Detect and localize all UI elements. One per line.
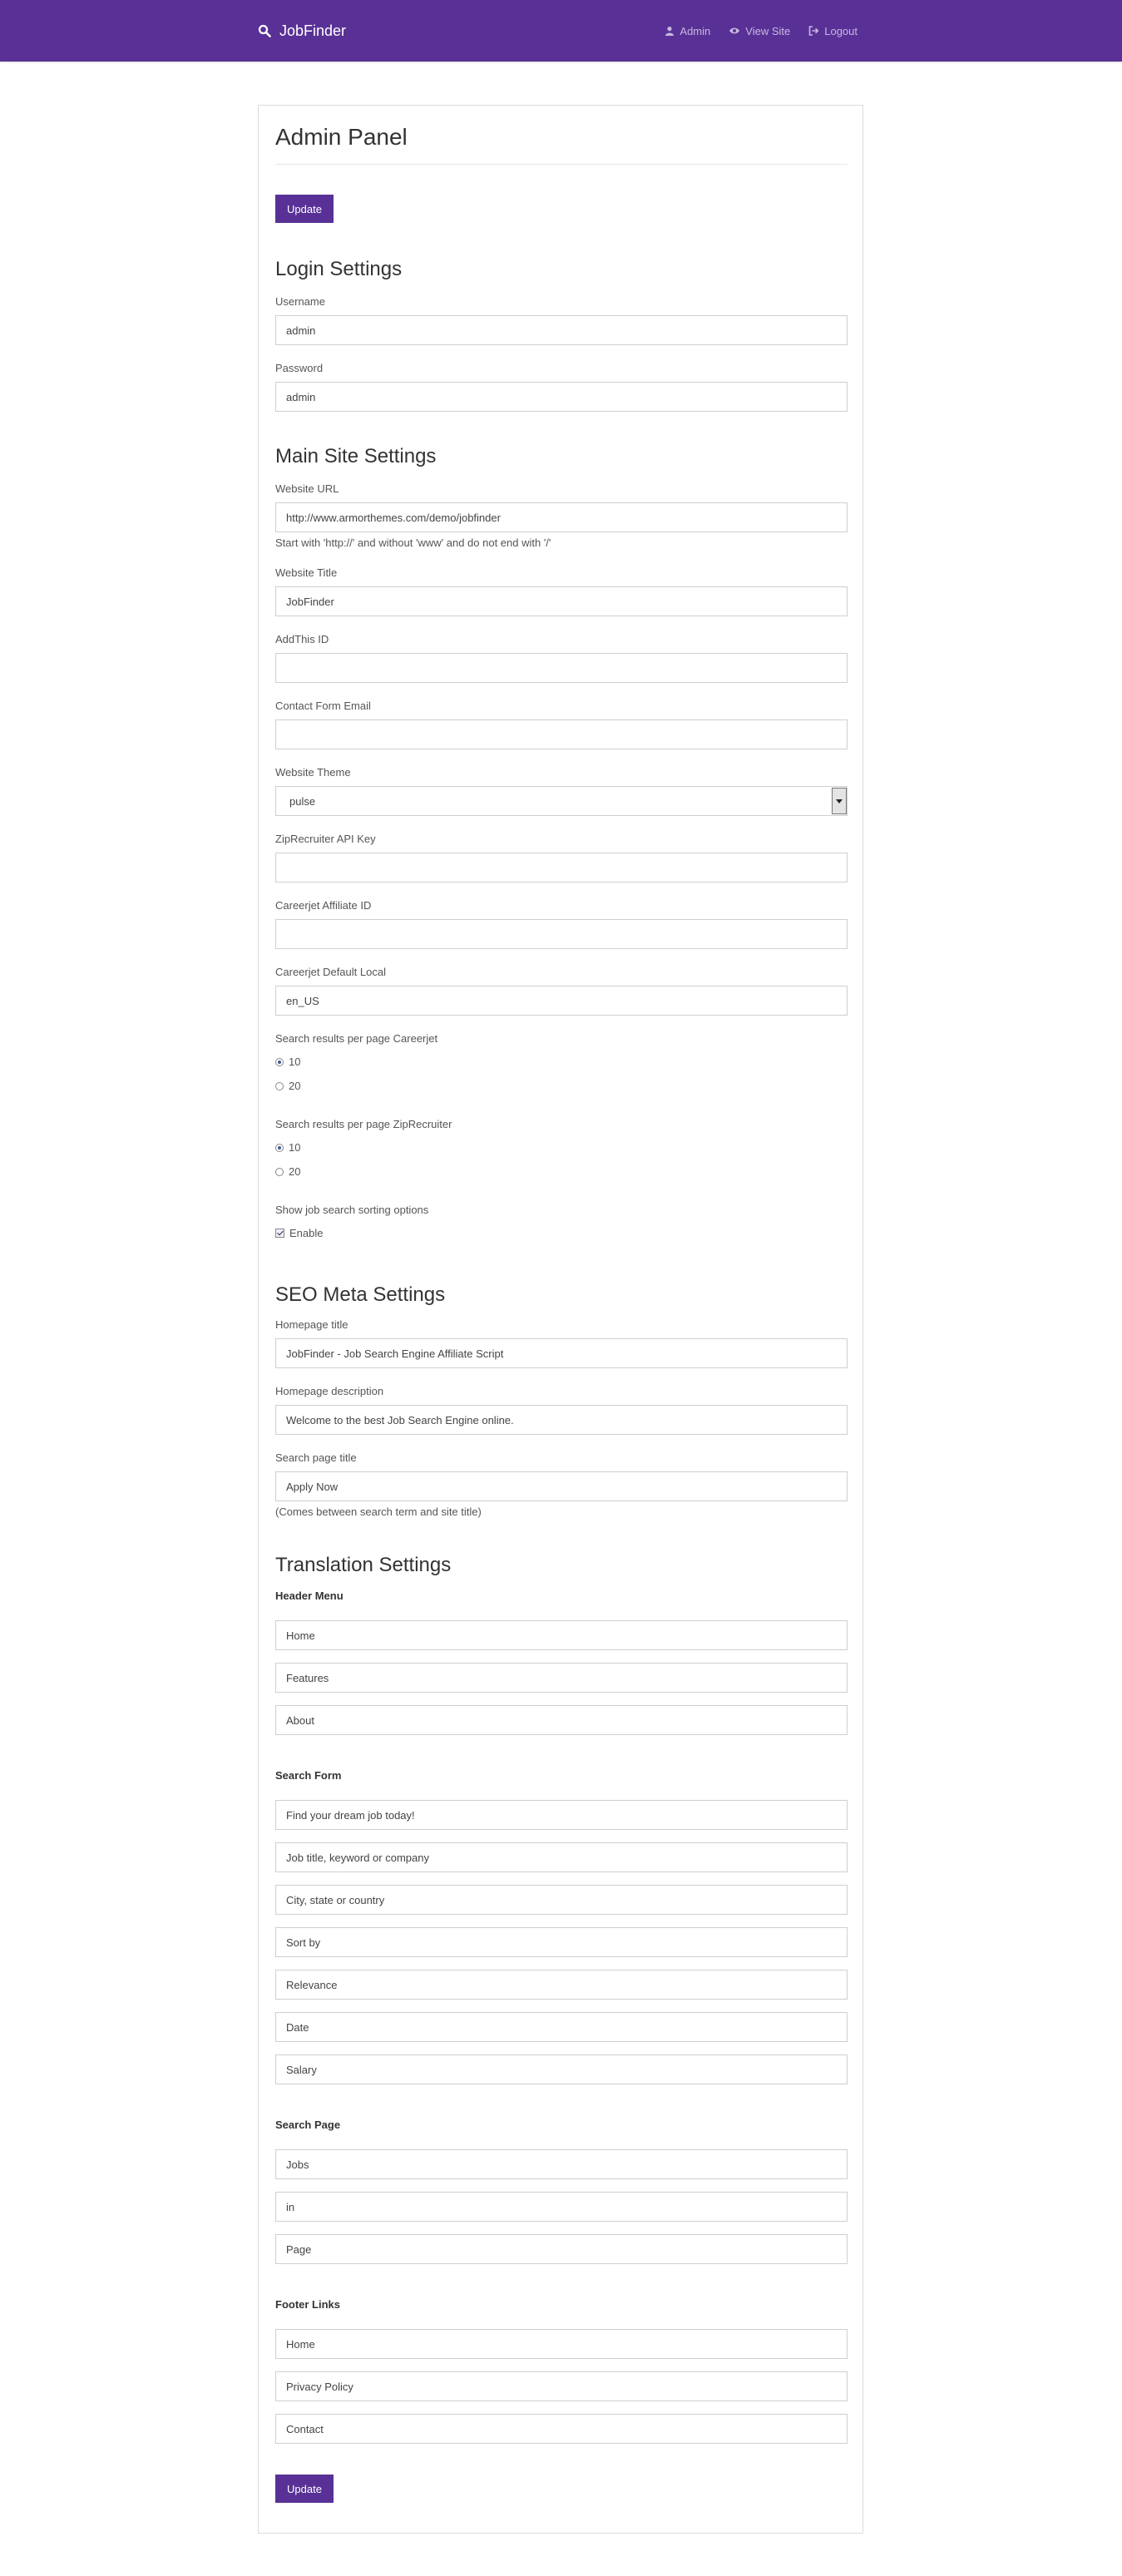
- translation-search-form-input[interactable]: Find your dream job today!: [275, 1800, 848, 1830]
- translation-footer-input[interactable]: Privacy Policy: [275, 2371, 848, 2401]
- homepage-title-label: Homepage title: [275, 1318, 348, 1331]
- addthis-id-label: AddThis ID: [275, 633, 329, 645]
- careerjet-radio-20[interactable]: [275, 1080, 300, 1092]
- ziprecruiter-key-input[interactable]: [275, 853, 848, 883]
- addthis-id-input[interactable]: [275, 653, 848, 683]
- translation-search-form-input[interactable]: Salary: [275, 2054, 848, 2084]
- brand-link[interactable]: [258, 0, 346, 62]
- eye-icon: [729, 27, 740, 35]
- checkbox[interactable]: [275, 1229, 284, 1238]
- nav-view-site-link[interactable]: [729, 25, 790, 37]
- admin-panel: [258, 105, 863, 2534]
- update-button-bottom[interactable]: Update: [275, 2475, 334, 2503]
- careerjet-per-page-label: Search results per page Careerjet: [275, 1032, 438, 1045]
- user-icon: [665, 26, 675, 36]
- top-navbar: [0, 0, 1122, 62]
- search-page-title-label: Search page title: [275, 1451, 357, 1464]
- username-label: Username: [275, 295, 325, 308]
- translation-search-form-input[interactable]: City, state or country: [275, 1885, 848, 1915]
- nav-logout-label: Logout: [824, 24, 858, 37]
- radio-button[interactable]: [275, 1144, 284, 1152]
- translation-header-about-input[interactable]: About: [275, 1705, 848, 1735]
- website-theme-label: Website Theme: [275, 766, 351, 779]
- radio-label: 20: [289, 1165, 301, 1178]
- page-title: Admin Panel: [275, 124, 408, 150]
- search-page-title-input[interactable]: Apply Now: [275, 1471, 848, 1501]
- title-divider: [275, 164, 848, 165]
- nav-logout-link[interactable]: [808, 25, 858, 37]
- nav-admin-label: Admin: [680, 24, 711, 37]
- translation-header-features-input[interactable]: Features: [275, 1663, 848, 1693]
- radio-button[interactable]: [275, 1058, 284, 1066]
- nav-view-site-label: View Site: [745, 24, 791, 37]
- search-form-heading: Search Form: [275, 1769, 342, 1782]
- translation-search-form-input[interactable]: Relevance: [275, 1970, 848, 2000]
- logout-icon: [808, 26, 819, 36]
- website-url-label: Website URL: [275, 482, 339, 495]
- seo-settings-title: SEO Meta Settings: [275, 1283, 446, 1306]
- password-label: Password: [275, 362, 324, 374]
- translation-footer-input[interactable]: Home: [275, 2329, 848, 2359]
- checkbox-label: Enable: [289, 1227, 324, 1239]
- radio-label: 10: [289, 1056, 301, 1068]
- footer-links-heading: Footer Links: [275, 2298, 341, 2311]
- translation-header-home-input[interactable]: Home: [275, 1620, 848, 1650]
- sorting-enable-checkbox[interactable]: [275, 1227, 323, 1239]
- translation-search-form-input[interactable]: Sort by: [275, 1927, 848, 1957]
- nav-admin-link[interactable]: [665, 25, 710, 37]
- translation-settings-title: Translation Settings: [275, 1554, 452, 1576]
- ziprecruiter-radio-10[interactable]: [275, 1141, 300, 1154]
- ziprecruiter-per-page-label: Search results per page ZipRecruiter: [275, 1118, 452, 1130]
- chevron-down-icon[interactable]: [832, 788, 847, 814]
- main-site-settings-title: Main Site Settings: [275, 445, 437, 467]
- username-input[interactable]: admin: [275, 315, 848, 345]
- radio-button[interactable]: [275, 1168, 284, 1176]
- homepage-title-input[interactable]: JobFinder - Job Search Engine Affiliate Script: [275, 1338, 848, 1368]
- translation-search-form-input[interactable]: Job title, keyword or company: [275, 1842, 848, 1872]
- website-title-input[interactable]: JobFinder: [275, 586, 848, 616]
- nav-links: [665, 0, 858, 62]
- search-page-heading: Search Page: [275, 2119, 341, 2131]
- translation-search-page-input[interactable]: Page: [275, 2234, 848, 2264]
- translation-search-form-input[interactable]: Date: [275, 2012, 848, 2042]
- homepage-description-input[interactable]: Welcome to the best Job Search Engine online.: [275, 1405, 848, 1435]
- brand-name: JobFinder: [279, 22, 347, 39]
- login-settings-title: Login Settings: [275, 258, 403, 280]
- careerjet-local-label: Careerjet Default Local: [275, 966, 386, 978]
- website-theme-value: pulse: [289, 794, 316, 808]
- search-page-title-help: (Comes between search term and site title): [275, 1506, 482, 1518]
- careerjet-radio-10[interactable]: [275, 1056, 300, 1068]
- website-title-label: Website Title: [275, 566, 338, 579]
- ziprecruiter-radio-20[interactable]: [275, 1165, 300, 1178]
- radio-button[interactable]: [275, 1082, 284, 1090]
- search-icon: [258, 24, 271, 37]
- contact-email-input[interactable]: [275, 719, 848, 749]
- contact-email-label: Contact Form Email: [275, 700, 371, 712]
- translation-search-page-input[interactable]: Jobs: [275, 2149, 848, 2179]
- radio-label: 10: [289, 1141, 301, 1154]
- website-url-help: Start with 'http://' and without 'www' and do not end with '/': [275, 536, 551, 549]
- header-menu-heading: Header Menu: [275, 1590, 344, 1602]
- careerjet-local-input[interactable]: en_US: [275, 986, 848, 1016]
- careerjet-affiliate-label: Careerjet Affiliate ID: [275, 899, 372, 912]
- homepage-description-label: Homepage description: [275, 1385, 384, 1397]
- sorting-options-label: Show job search sorting options: [275, 1204, 429, 1216]
- ziprecruiter-key-label: ZipRecruiter API Key: [275, 833, 376, 845]
- update-button-top[interactable]: Update: [275, 195, 334, 223]
- password-input[interactable]: admin: [275, 382, 848, 412]
- radio-label: 20: [289, 1080, 301, 1092]
- website-url-input[interactable]: http://www.armorthemes.com/demo/jobfinder: [275, 502, 848, 532]
- translation-search-page-input[interactable]: in: [275, 2192, 848, 2222]
- translation-footer-input[interactable]: Contact: [275, 2414, 848, 2444]
- careerjet-affiliate-input[interactable]: [275, 919, 848, 949]
- website-theme-select[interactable]: [275, 786, 848, 816]
